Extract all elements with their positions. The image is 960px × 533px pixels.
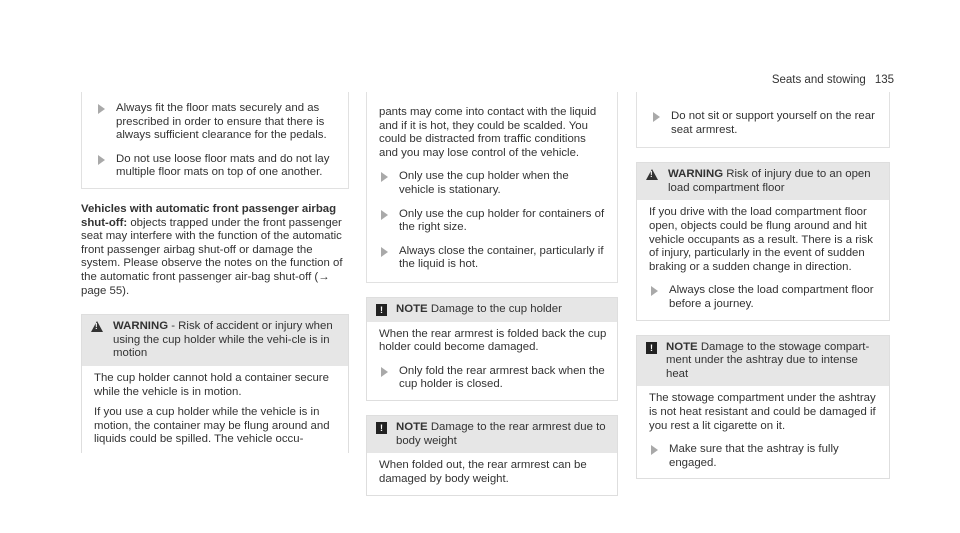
bullet-arrow-icon [98, 155, 105, 165]
airbag-paragraph: Vehicles with automatic front passenger airbag shut-off: objects trapped under the front passenger seat may interfere with the function of the automatic front passenger airbag shut-off or damage the system. Please observe the notes on the function of the automatic front passenger air-bag shut-off (→ page 55). [81, 202, 343, 297]
bullet-arrow-icon [381, 247, 388, 257]
note-icon: ! [376, 304, 387, 316]
armrest-note: ! NOTE Damage to the rear armrest due to body weight When folded out, the rear armrest can be damaged by body weight. [366, 415, 618, 496]
bullet-arrow-icon [381, 172, 388, 182]
page-header [772, 74, 894, 88]
list-item: Only use the cup holder when the vehicle is stationary. [379, 170, 607, 197]
bullet-arrow-icon [381, 210, 388, 220]
list-item: Do not use loose floor mats and do not lay multiple floor mats on top of one another. [96, 153, 338, 180]
list-item: Do not sit or support yourself on the rear seat armrest. [651, 110, 879, 137]
warning-icon [646, 169, 658, 180]
column-2 [366, 92, 618, 496]
column-3 [636, 92, 890, 479]
cup-holder-warning-continued: pants may come into contact with the liquid and if it is hot, they could be scalded. You could be distracted from traffic conditions and you may lose control of the vehicle. Only use the cup holder when the vehicle is stationary. Only use the cup holder for containers of the right size. Always close the container, particularly if the liquid is hot. [366, 92, 618, 283]
list-item: Always close the load compartment floor before a journey. [649, 284, 879, 311]
warning-icon [91, 321, 103, 332]
bullet-arrow-icon [651, 286, 658, 296]
cup-holder-warning: ! WARNING - Risk of accident or injury when using the cup holder while the vehi-cle is in motion The cup holder cannot hold a container secure while the vehicle is in motion. If you use a cup holder while the vehicle is in motion, the container may be flung around and liquids could be spilled. The vehicle occu- [81, 314, 349, 453]
note-icon: ! [646, 342, 657, 354]
note-icon: ! [376, 422, 387, 434]
list-item: Only fold the rear armrest back when the cup holder is closed. [379, 365, 607, 392]
list-item: Always fit the floor mats securely and as prescribed in order to ensure that there is always sufficient clearance for the pedals. [96, 102, 338, 143]
list-item: Make sure that the ashtray is fully engaged. [649, 443, 879, 470]
column-1 [81, 92, 349, 453]
section-title: Seats and stowing [771, 74, 866, 86]
bullet-arrow-icon [98, 104, 105, 114]
list-item: Always close the container, particularly if the liquid is hot. [379, 245, 607, 272]
airbag-heading: Vehicles with automatic front passenger airbag shut-off: [81, 202, 337, 229]
bullet-arrow-icon [653, 112, 660, 122]
bullet-arrow-icon [381, 367, 388, 377]
floor-mat-instructions [81, 92, 349, 189]
armrest-instruction [636, 92, 890, 148]
cup-holder-note: ! NOTE Damage to the cup holder When the rear armrest is folded back the cup holder could become damaged. Only fold the rear armrest back when the cup holder is closed. [366, 297, 618, 401]
bullet-arrow-icon [651, 445, 658, 455]
load-floor-warning: ! WARNING Risk of injury due to an open load compartment floor If you drive with the load compartment floor open, objects could be flung around and hit vehicle occupants as a result. There is a risk of injury, particularly in the event of sudden braking or a sudden change in direction. Always close the load compartment floor before a journey. [636, 162, 890, 320]
ashtray-note: ! NOTE Damage to the stowage compart-ment under the ashtray due to intense heat The stowage compartment under the ashtray is not heat resistant and could be damaged if you rest a lit cigarette on it. Make sure that the ashtray is fully engaged. [636, 335, 890, 480]
list-item: Only use the cup holder for containers of the right size. [379, 208, 607, 235]
page-number: 135 [874, 74, 894, 86]
